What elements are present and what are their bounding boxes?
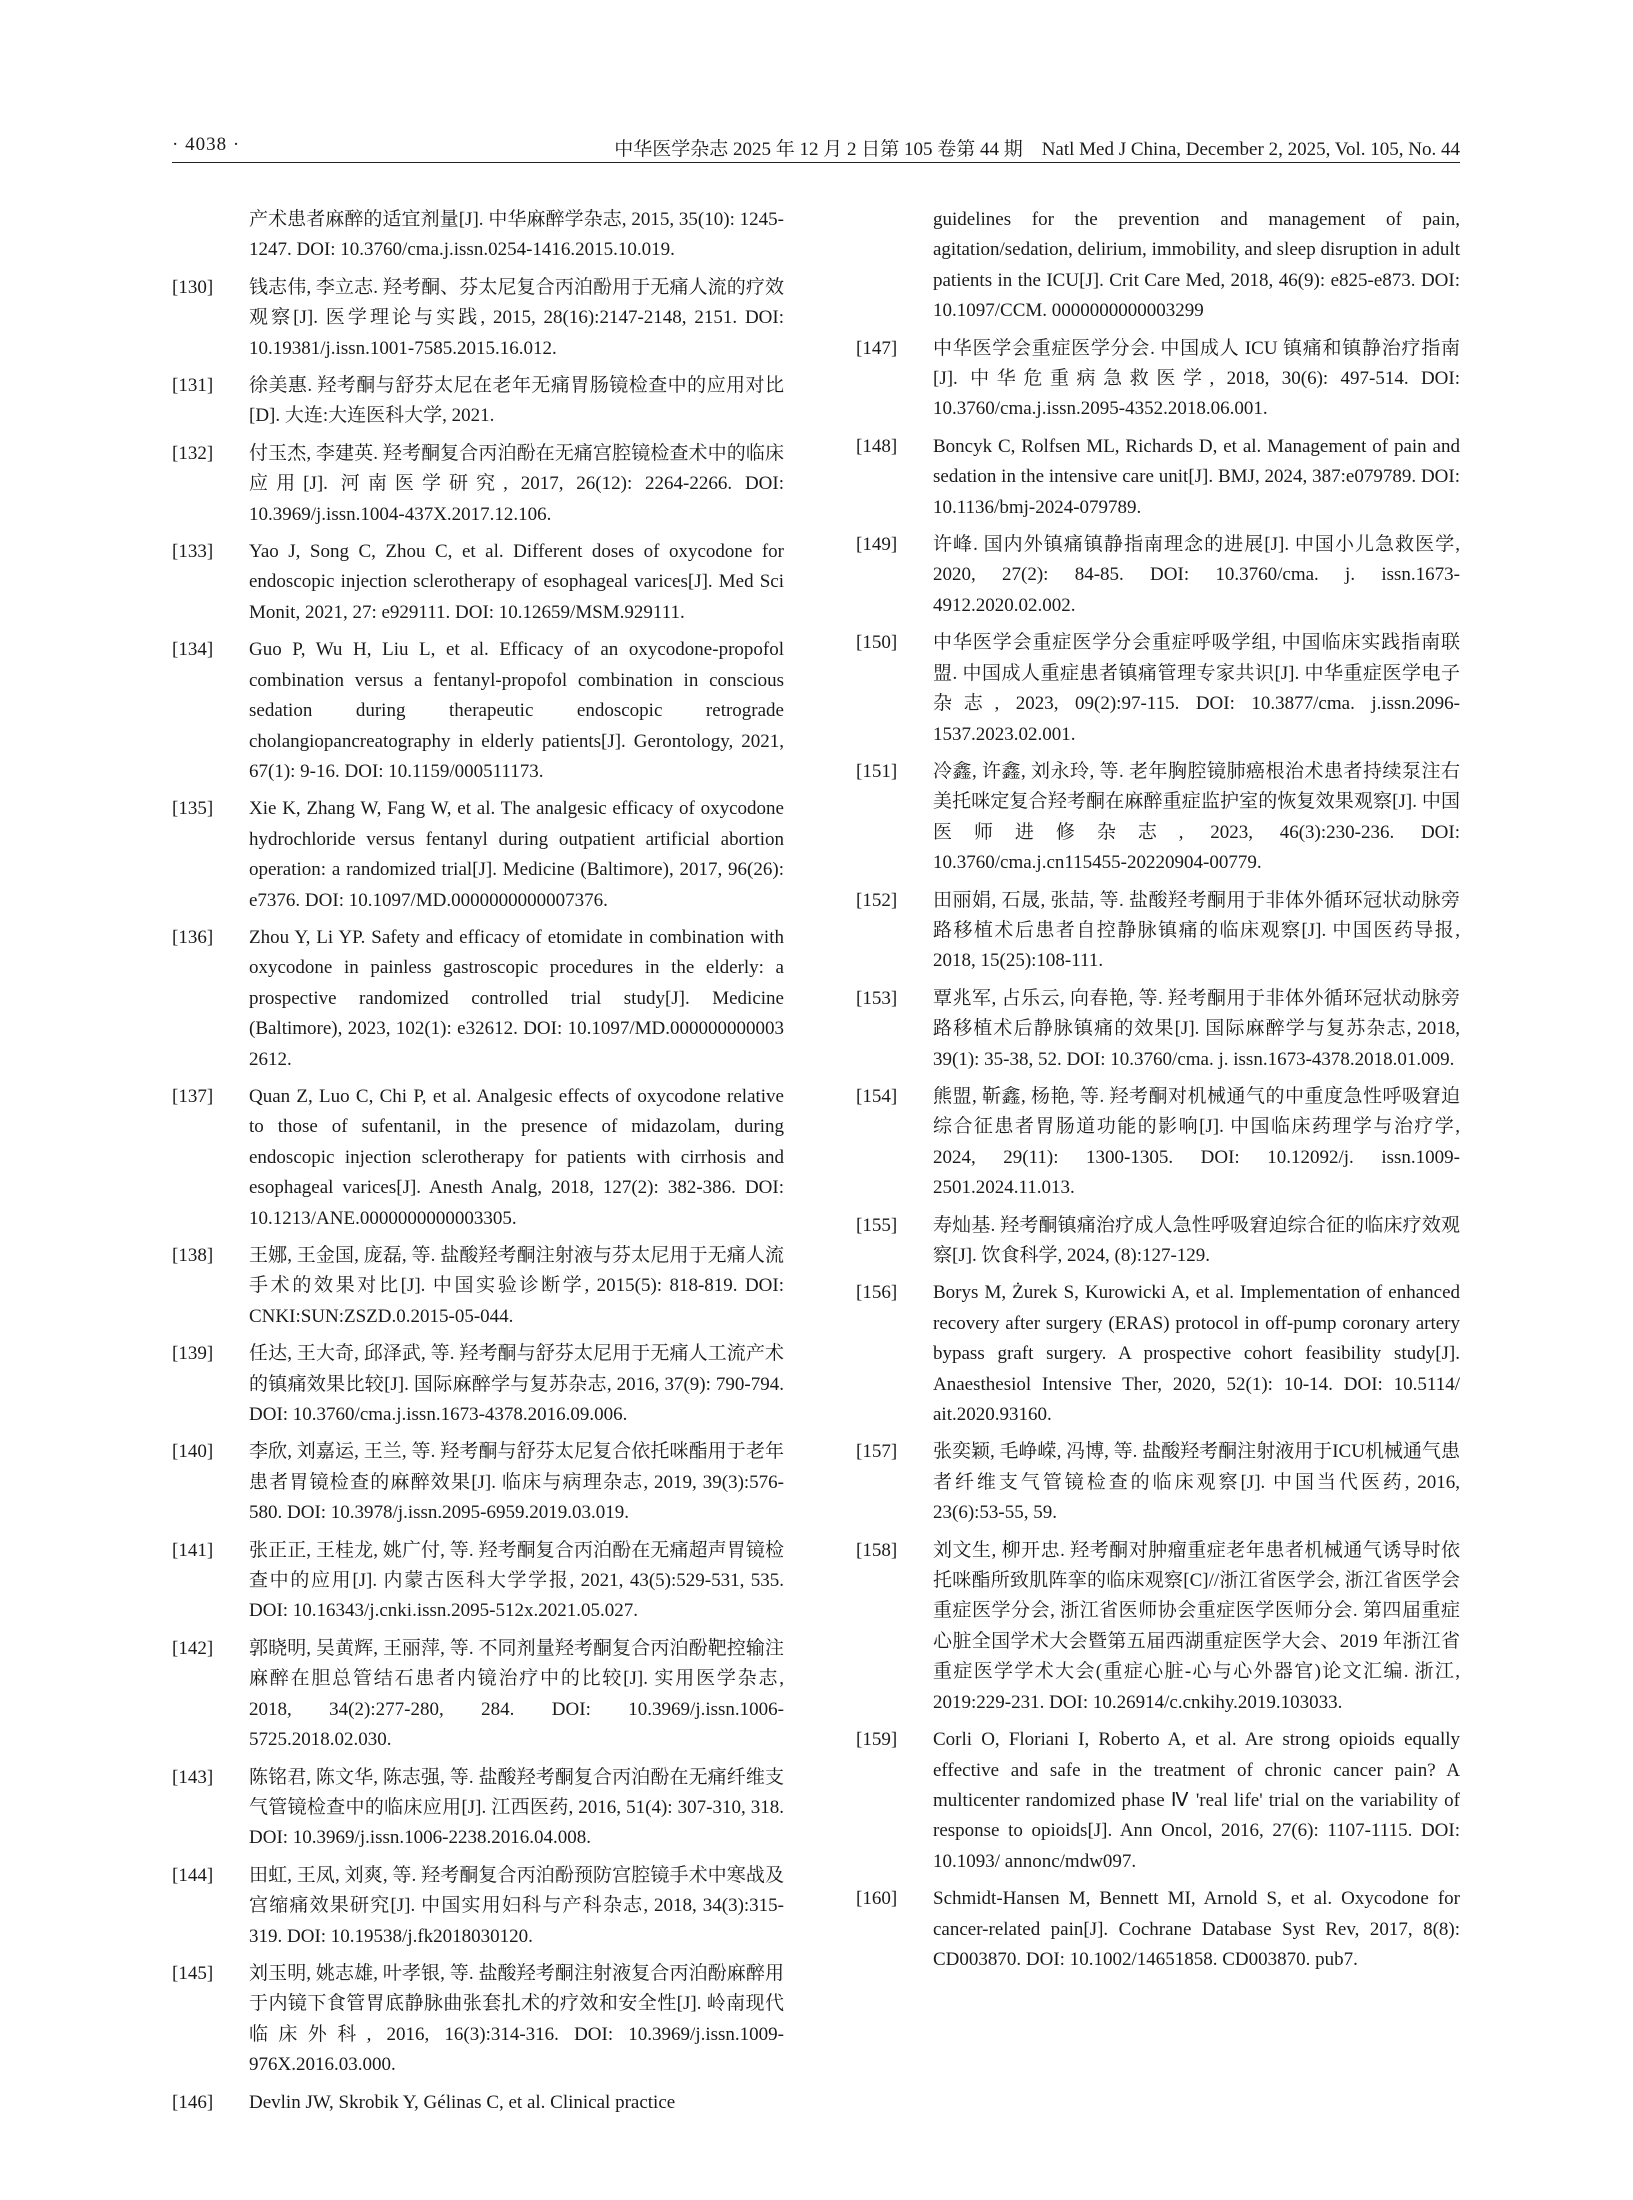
reference-number: [134] [172, 639, 214, 661]
reference-number: [157] [856, 1441, 898, 1463]
reference-continuation [172, 205, 784, 266]
reference-text: 钱志伟, 李立志. 羟考酮、芬太尼复合丙泊酚用于无痛人流的疗效观察[J]. 医学理论与实践, 2015, 28(16):2147-2148, 2151. DOI: 10.19381/j.issn.1001-7585.2015.16.012. [249, 276, 784, 359]
reference-text: Quan Z, Luo C, Chi P, et al. Analgesic effects of oxycodone relative to those of sufentanil, in the presence of midazolam, during endoscopic injection sclerotherapy for patients with cirrhosis and esophageal varices[J]. Anesth Analg, 2018, 127(2): 382-386. DOI: 10.1213/ANE.0000000000003305. [249, 1085, 784, 1229]
reference-number: [132] [172, 442, 214, 464]
reference-text: 冷鑫, 许鑫, 刘永玲, 等. 老年胸腔镜肺癌根治术患者持续泵注右美托咪定复合羟考酮在麻醉重症监护室的恢复效果观察[J]. 中国医师进修杂志, 2023, 46(3):230-236. DOI: 10.3760/cma.j.cn115455-20220904-00779. [933, 760, 1460, 874]
header-rule [172, 162, 1460, 163]
reference-number: [141] [172, 1539, 214, 1561]
reference-entry [856, 1211, 1460, 1272]
reference-text: 田虹, 王凤, 刘爽, 等. 羟考酮复合丙泊酚预防宫腔镜手术中寒战及宫缩痛效果研究[J]. 中国实用妇科与产科杂志, 2018, 34(3):315-319. DOI: 10.19538/j.fk2018030120. [249, 1864, 784, 1947]
reference-entry [856, 1082, 1460, 1204]
reference-number: [145] [172, 1962, 214, 1984]
reference-entry [172, 371, 784, 432]
reference-text: 张正正, 王桂龙, 姚广付, 等. 羟考酮复合丙泊酚在无痛超声胃镜检查中的应用[J]. 内蒙古医科大学学报, 2021, 43(5):529-531, 535. DOI: 10.16343/j.cnki.issn.2095-512x.2021.05.027. [249, 1539, 784, 1622]
reference-text: Schmidt-Hansen M, Bennett MI, Arnold S, et al. Oxycodone for cancer-related pain[J]. Cochrane Database Syst Rev, 2017, 8(8): CD003870. DOI: 10.1002/14651858. CD003870. pub7. [933, 1888, 1460, 1970]
left-column [172, 205, 784, 2125]
reference-text: 陈铭君, 陈文华, 陈志强, 等. 盐酸羟考酮复合丙泊酚在无痛纤维支气管镜检查中的临床应用[J]. 江西医药, 2016, 51(4): 307-310, 318. DOI: 10.3969/j.issn.1006-2238.2016.04.008. [249, 1766, 784, 1849]
reference-number: [140] [172, 1441, 214, 1463]
reference-number: [156] [856, 1282, 898, 1304]
reference-number: [131] [172, 375, 214, 397]
reference-text: 张奕颖, 毛峥嵘, 冯博, 等. 盐酸羟考酮注射液用于ICU机械通气患者纤维支气管镜检查的临床观察[J]. 中国当代医药, 2016, 23(6):53-55, 59. [933, 1441, 1460, 1524]
reference-entry [172, 2088, 784, 2118]
reference-text: 王娜, 王金国, 庞磊, 等. 盐酸羟考酮注射液与芬太尼用于无痛人流手术的效果对比[J]. 中国实验诊断学, 2015(5): 818-819. DOI: CNKI:SUN:ZSZD.0.2015-05-044. [249, 1245, 784, 1327]
reference-entry [172, 1241, 784, 1332]
reference-entry [856, 757, 1460, 879]
reference-text: Borys M, Żurek S, Kurowicki A, et al. Implementation of enhanced recovery after surgery (ERAS) protocol in off-pump coronary artery bypass graft surgery. A prospective cohort feasibility study[J]. Anaesthesiol Intensive Ther, 2020, 52(1): 10-14. DOI: 10.5114/ ait.2020.93160. [933, 1282, 1460, 1426]
journal-title: 中华医学杂志 2025 年 12 月 2 日第 105 卷第 44 期 Natl Med J China, December 2, 2025, Vol. 105, No. 44 [614, 139, 1460, 160]
reference-text: 中华医学会重症医学分会重症呼吸学组, 中国临床实践指南联盟. 中国成人重症患者镇痛管理专家共识[J]. 中华重症医学电子杂志, 2023, 09(2):97-115. DOI: 10.3877/cma. j.issn.2096-1537.2023.02.001. [933, 632, 1460, 745]
reference-text: Boncyk C, Rolfsen ML, Richards D, et al. Management of pain and sedation in the intensive care unit[J]. BMJ, 2024, 387:e079789. DOI: 10.1136/bmj-2024-079789. [933, 435, 1460, 518]
reference-entry [172, 1634, 784, 1756]
reference-text: 覃兆军, 占乐云, 向春艳, 等. 羟考酮用于非体外循环冠状动脉旁路移植术后静脉镇痛的效果[J]. 国际麻醉学与复苏杂志, 2018, 39(1): 35-38, 52. DOI: 10.3760/cma. j. issn.1673-4378.2018.01.009. [933, 987, 1460, 1070]
reference-number: [151] [856, 760, 898, 782]
reference-number: [142] [172, 1637, 214, 1659]
reference-text: Yao J, Song C, Zhou C, et al. Different doses of oxycodone for endoscopic injection sclerotherapy of esophageal varices[J]. Med Sci Monit, 2021, 27: e929111. DOI: 10.12659/MSM.929111. [249, 541, 784, 623]
reference-number: [137] [172, 1085, 214, 1107]
reference-number: [143] [172, 1766, 214, 1788]
reference-entry [856, 1536, 1460, 1718]
reference-number: [159] [856, 1729, 898, 1751]
reference-text: Xie K, Zhang W, Fang W, et al. The analgesic efficacy of oxycodone hydrochloride versus fentanyl during outpatient artificial abortion operation: a randomized trial[J]. Medicine (Baltimore), 2017, 96(26): e7376. DOI: 10.1097/MD.0000000000007376. [249, 798, 784, 911]
reference-entry [856, 1437, 1460, 1528]
reference-entry [856, 1725, 1460, 1877]
reference-text: 刘玉明, 姚志雄, 叶孝银, 等. 盐酸羟考酮注射液复合丙泊酚麻醉用于内镜下食管胃底静脉曲张套扎术的疗效和安全性[J]. 岭南现代临床外科, 2016, 16(3):314-316. DOI: 10.3969/j.issn.1009-976X.2016.03.000. [249, 1962, 784, 2076]
reference-entry [856, 1278, 1460, 1430]
reference-number: [150] [856, 632, 898, 654]
reference-number: [133] [172, 541, 214, 563]
reference-number: [136] [172, 926, 214, 948]
reference-number: [147] [856, 337, 898, 359]
reference-entry [172, 1536, 784, 1627]
reference-number: [152] [856, 889, 898, 911]
reference-entry [172, 1959, 784, 2081]
reference-number: [155] [856, 1214, 898, 1236]
reference-number: [149] [856, 534, 898, 556]
reference-entry [172, 794, 784, 916]
reference-text: 产术患者麻醉的适宜剂量[J]. 中华麻醉学杂志, 2015, 35(10): 1245-1247. DOI: 10.3760/cma.j.issn.0254-1416.2015.10.019. [249, 209, 784, 261]
reference-entry [172, 273, 784, 364]
reference-entry [856, 628, 1460, 750]
reference-entry [172, 439, 784, 530]
reference-entry [856, 334, 1460, 425]
reference-number: [138] [172, 1245, 214, 1266]
reference-number: [158] [856, 1539, 898, 1561]
reference-text: 任达, 王大奇, 邱泽武, 等. 羟考酮与舒芬太尼用于无痛人工流产术的镇痛效果比较[J]. 国际麻醉学与复苏杂志, 2016, 37(9): 790-794. DOI: 10.3760/cma.j.issn.1673-4378.2016.09.006. [249, 1343, 784, 1426]
reference-text: 熊盟, 靳鑫, 杨艳, 等. 羟考酮对机械通气的中重度急性呼吸窘迫综合征患者胃肠道功能的影响[J]. 中国临床药理学与治疗学, 2024, 29(11): 1300-1305. DOI: 10.12092/j. issn.1009-2501.2024.11.013. [933, 1085, 1460, 1199]
reference-continuation [856, 205, 1460, 327]
reference-number: [135] [172, 798, 214, 820]
reference-entry [856, 530, 1460, 621]
reference-text: 付玉杰, 李建英. 羟考酮复合丙泊酚在无痛宫腔镜检查术中的临床应用[J]. 河南医学研究, 2017, 26(12): 2264-2266. DOI: 10.3969/j.issn.1004-437X.2017.12.106. [249, 442, 784, 525]
running-header [172, 128, 1460, 164]
reference-number: [154] [856, 1085, 898, 1107]
reference-entry [172, 1437, 784, 1528]
reference-number: [139] [172, 1343, 214, 1365]
reference-text: guidelines for the prevention and management of pain, agitation/sedation, delirium, immobility, and sleep disruption in adult patients in the ICU[J]. Crit Care Med, 2018, 46(9): e825-e873. DOI: 10.1097/CCM. 0000000000003299 [933, 209, 1460, 322]
reference-entry [172, 1763, 784, 1854]
reference-entry [172, 923, 784, 1075]
reference-text: 徐美惠. 羟考酮与舒芬太尼在老年无痛胃肠镜检查中的应用对比[D]. 大连:大连医科大学, 2021. [249, 375, 784, 427]
reference-entry [172, 1339, 784, 1430]
reference-text: 许峰. 国内外镇痛镇静指南理念的进展[J]. 中国小儿急救医学, 2020, 27(2): 84-85. DOI: 10.3760/cma. j. issn.1673-4912.2020.02.002. [933, 534, 1460, 616]
reference-text: Corli O, Floriani I, Roberto A, et al. Are strong opioids equally effective and safe in the treatment of chronic cancer pain? A multicenter randomized phase Ⅳ 'real life' trial on the variability of response to opioids[J]. Ann Oncol, 2016, 27(6): 1107-1115. DOI: 10.1093/ annonc/mdw097. [933, 1729, 1460, 1872]
page-number: · 4038 · [172, 134, 241, 155]
reference-number: [148] [856, 435, 898, 457]
reference-entry [172, 1861, 784, 1952]
reference-number: [146] [172, 2091, 214, 2113]
reference-entry [856, 886, 1460, 977]
reference-number: [130] [172, 276, 214, 298]
reference-text: 刘文生, 柳开忠. 羟考酮对肿瘤重症老年患者机械通气诱导时依托咪酯所致肌阵挛的临床观察[C]//浙江省医学会, 浙江省医学会重症医学分会, 浙江省医师协会重症医学医师分会. 第四届重症心脏全国学术大会暨第五届西湖重症医学大会、2019 年浙江省重症医学学术大会(重症心脏-心与心外器官)论文汇编. 浙江, 2019:229-231. DOI: 10.26914/c.cnkihy.2019.103033. [933, 1539, 1460, 1713]
reference-text: Guo P, Wu H, Liu L, et al. Efficacy of an oxycodone-propofol combination versus a fentanyl-propofol combination in conscious sedation during therapeutic endoscopic retrograde cholangiopancreatography in elderly patients[J]. Gerontology, 2021, 67(1): 9-16. DOI: 10.1159/000511173. [249, 639, 784, 782]
reference-entry [172, 537, 784, 628]
reference-number: [153] [856, 987, 898, 1009]
reference-number: [144] [172, 1864, 214, 1886]
reference-text: 郭晓明, 吴黄辉, 王丽萍, 等. 不同剂量羟考酮复合丙泊酚靶控输注麻醉在胆总管结石患者内镜治疗中的比较[J]. 实用医学杂志, 2018, 34(2):277-280, 284. DOI: 10.3969/j.issn.1006-5725.2018.02.030. [249, 1637, 784, 1751]
reference-text: Devlin JW, Skrobik Y, Gélinas C, et al. Clinical practice [249, 2091, 676, 2113]
reference-entry [856, 1884, 1460, 1975]
reference-text: 李欣, 刘嘉运, 王兰, 等. 羟考酮与舒芬太尼复合依托咪酯用于老年患者胃镜检查的麻醉效果[J]. 临床与病理杂志, 2019, 39(3):576-580. DOI: 10.3978/j.issn.2095-6959.2019.03.019. [249, 1441, 784, 1524]
reference-text: 寿灿基. 羟考酮镇痛治疗成人急性呼吸窘迫综合征的临床疗效观察[J]. 饮食科学, 2024, (8):127-129. [933, 1214, 1460, 1266]
reference-number: [160] [856, 1888, 898, 1910]
reference-text: Zhou Y, Li YP. Safety and efficacy of etomidate in combination with oxycodone in painless gastroscopic procedures in the elderly: a prospective randomized controlled trial study[J]. Medicine (Baltimore), 2023, 102(1): e32612. DOI: 10.1097/MD.000000000003 2612. [249, 926, 784, 1070]
reference-entry [856, 432, 1460, 523]
reference-entry [172, 635, 784, 787]
reference-text: 田丽娟, 石晟, 张喆, 等. 盐酸羟考酮用于非体外循环冠状动脉旁路移植术后患者自控静脉镇痛的临床观察[J]. 中国医药导报, 2018, 15(25):108-111. [933, 889, 1460, 972]
reference-text: 中华医学会重症医学分会. 中国成人 ICU 镇痛和镇静治疗指南[J]. 中华危重病急救医学, 2018, 30(6): 497-514. DOI: 10.3760/cma.j.issn.2095-4352.2018.06.001. [933, 337, 1460, 420]
reference-entry [856, 984, 1460, 1075]
right-column [856, 205, 1460, 1982]
reference-entry [172, 1082, 784, 1234]
